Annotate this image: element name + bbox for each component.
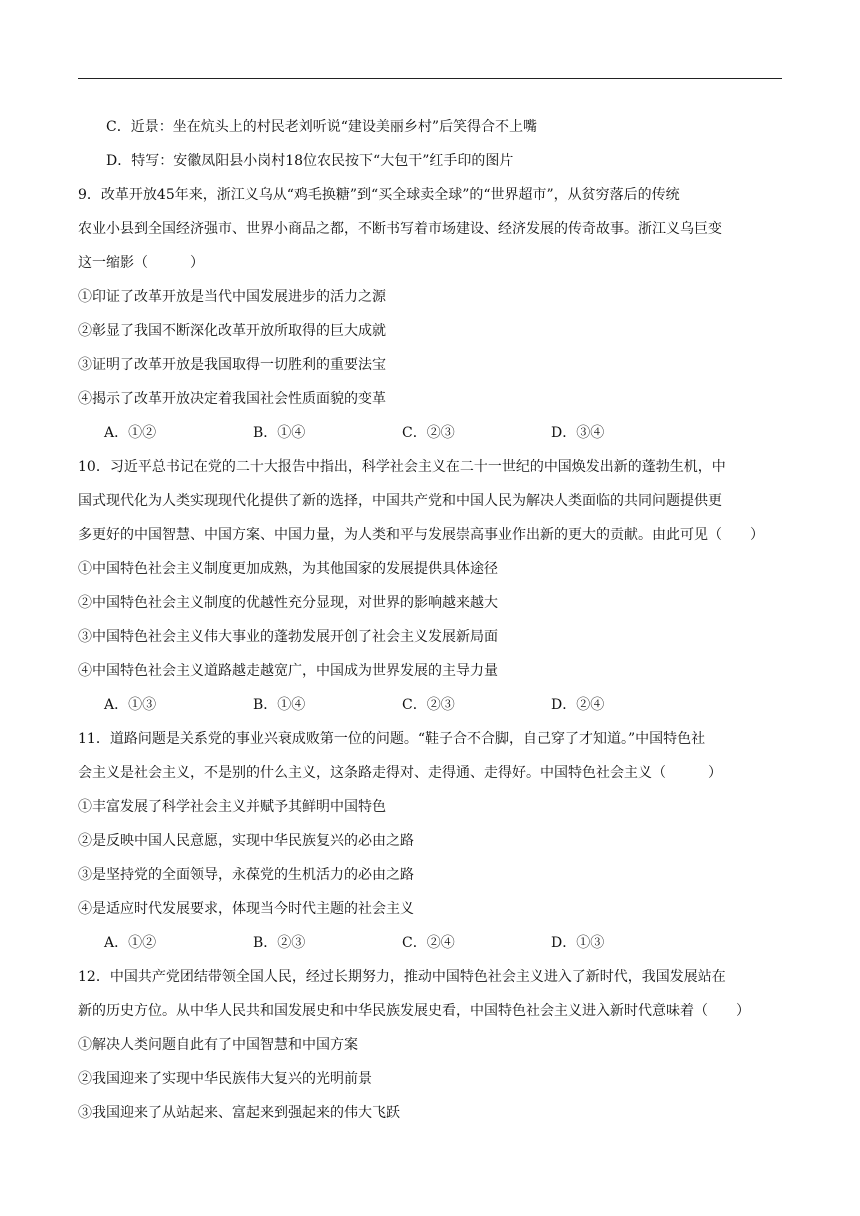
question-11 — [78, 722, 782, 960]
question-10 — [78, 450, 782, 722]
option-b: B．①④ — [253, 425, 306, 441]
statement-3: ③中国特色社会主义伟大事业的蓬勃发展开创了社会主义发展新局面 — [78, 629, 498, 645]
statement-3: ③证明了改革开放是我国取得一切胜利的重要法宝 — [78, 357, 386, 373]
answer-options — [78, 926, 782, 960]
answer-options — [78, 688, 782, 722]
question-stem-line: 国式现代化为人类实现现代化提供了新的选择，中国共产党和中国人民为解决人类面临的共同问题提供更 — [78, 493, 722, 509]
option-d: D．③④ — [551, 425, 605, 441]
statement-4: ④揭示了改革开放决定着我国社会性质面貌的变革 — [78, 391, 386, 407]
option-a: A．①② — [104, 425, 157, 441]
statement-2: ②我国迎来了实现中华民族伟大复兴的光明前景 — [78, 1071, 372, 1087]
question-stem-line: 12．中国共产党团结带领全国人民，经过长期努力，推动中国特色社会主义进入了新时代，我国发展站在 — [78, 969, 726, 985]
statement-2: ②中国特色社会主义制度的优越性充分显现，对世界的影响越来越大 — [78, 595, 498, 611]
option-d: D．①③ — [551, 935, 605, 951]
question-12 — [78, 960, 782, 1130]
question-stem-line: 10．习近平总书记在党的二十大报告中指出，科学社会主义在二十一世纪的中国焕发出新的蓬勃生机，中 — [78, 459, 726, 475]
question-stem-line: 这一缩影（ ） — [78, 255, 204, 271]
prev-option-d: D．特写：安徽凤阳县小岗村18位农民按下“大包干”红手印的图片 — [106, 153, 514, 169]
statement-1: ①丰富发展了科学社会主义并赋予其鲜明中国特色 — [78, 799, 386, 815]
statement-3: ③是坚持党的全面领导，永葆党的生机活力的必由之路 — [78, 867, 414, 883]
option-c: C．②③ — [402, 425, 455, 441]
answer-options — [78, 416, 782, 450]
statement-2: ②是反映中国人民意愿，实现中华民族复兴的必由之路 — [78, 833, 414, 849]
option-a: A．①③ — [104, 697, 157, 713]
option-a: A．①② — [104, 935, 157, 951]
option-b: B．①④ — [253, 697, 306, 713]
question-stem-line: 农业小县到全国经济强市、世界小商品之都，不断书写着市场建设、经济发展的传奇故事。浙江义乌巨变 — [78, 221, 722, 237]
prev-option-c: C．近景：坐在炕头上的村民老刘听说“建设美丽乡村”后笑得合不上嘴 — [106, 119, 538, 135]
statement-1: ①印证了改革开放是当代中国发展进步的活力之源 — [78, 289, 386, 305]
exam-page — [78, 110, 782, 1130]
statement-4: ④中国特色社会主义道路越走越宽广，中国成为世界发展的主导力量 — [78, 663, 498, 679]
question-stem-line: 新的历史方位。从中华人民共和国发展史和中华民族发展史看，中国特色社会主义进入新时代意味着（ ） — [78, 1003, 750, 1019]
statement-1: ①解决人类问题自此有了中国智慧和中国方案 — [78, 1037, 358, 1053]
question-stem-line: 会主义是社会主义，不是别的什么主义，这条路走得对、走得通、走得好。中国特色社会主义（ ） — [78, 765, 722, 781]
statement-1: ①中国特色社会主义制度更加成熟，为其他国家的发展提供具体途径 — [78, 561, 498, 577]
question-9 — [78, 178, 782, 450]
statement-2: ②彰显了我国不断深化改革开放所取得的巨大成就 — [78, 323, 386, 339]
option-b: B．②③ — [253, 935, 306, 951]
option-d: D．②④ — [551, 697, 605, 713]
option-c: C．②③ — [402, 697, 455, 713]
statement-3: ③我国迎来了从站起来、富起来到强起来的伟大飞跃 — [78, 1105, 400, 1121]
question-stem-line: 11．道路问题是关系党的事业兴衰成败第一位的问题。“鞋子合不合脚，自己穿了才知道。”中国特色社 — [78, 731, 706, 747]
question-stem-line: 9．改革开放45年来，浙江义乌从“鸡毛换糖”到“买全球卖全球”的“世界超市”，从贫穷落后的传统 — [78, 187, 680, 203]
question-stem-line: 多更好的中国智慧、中国方案、中国力量，为人类和平与发展崇高事业作出新的更大的贡献。由此可见（ ） — [78, 527, 764, 543]
option-c: C．②④ — [402, 935, 455, 951]
header-rule — [78, 78, 782, 79]
statement-4: ④是适应时代发展要求，体现当今时代主题的社会主义 — [78, 901, 414, 917]
